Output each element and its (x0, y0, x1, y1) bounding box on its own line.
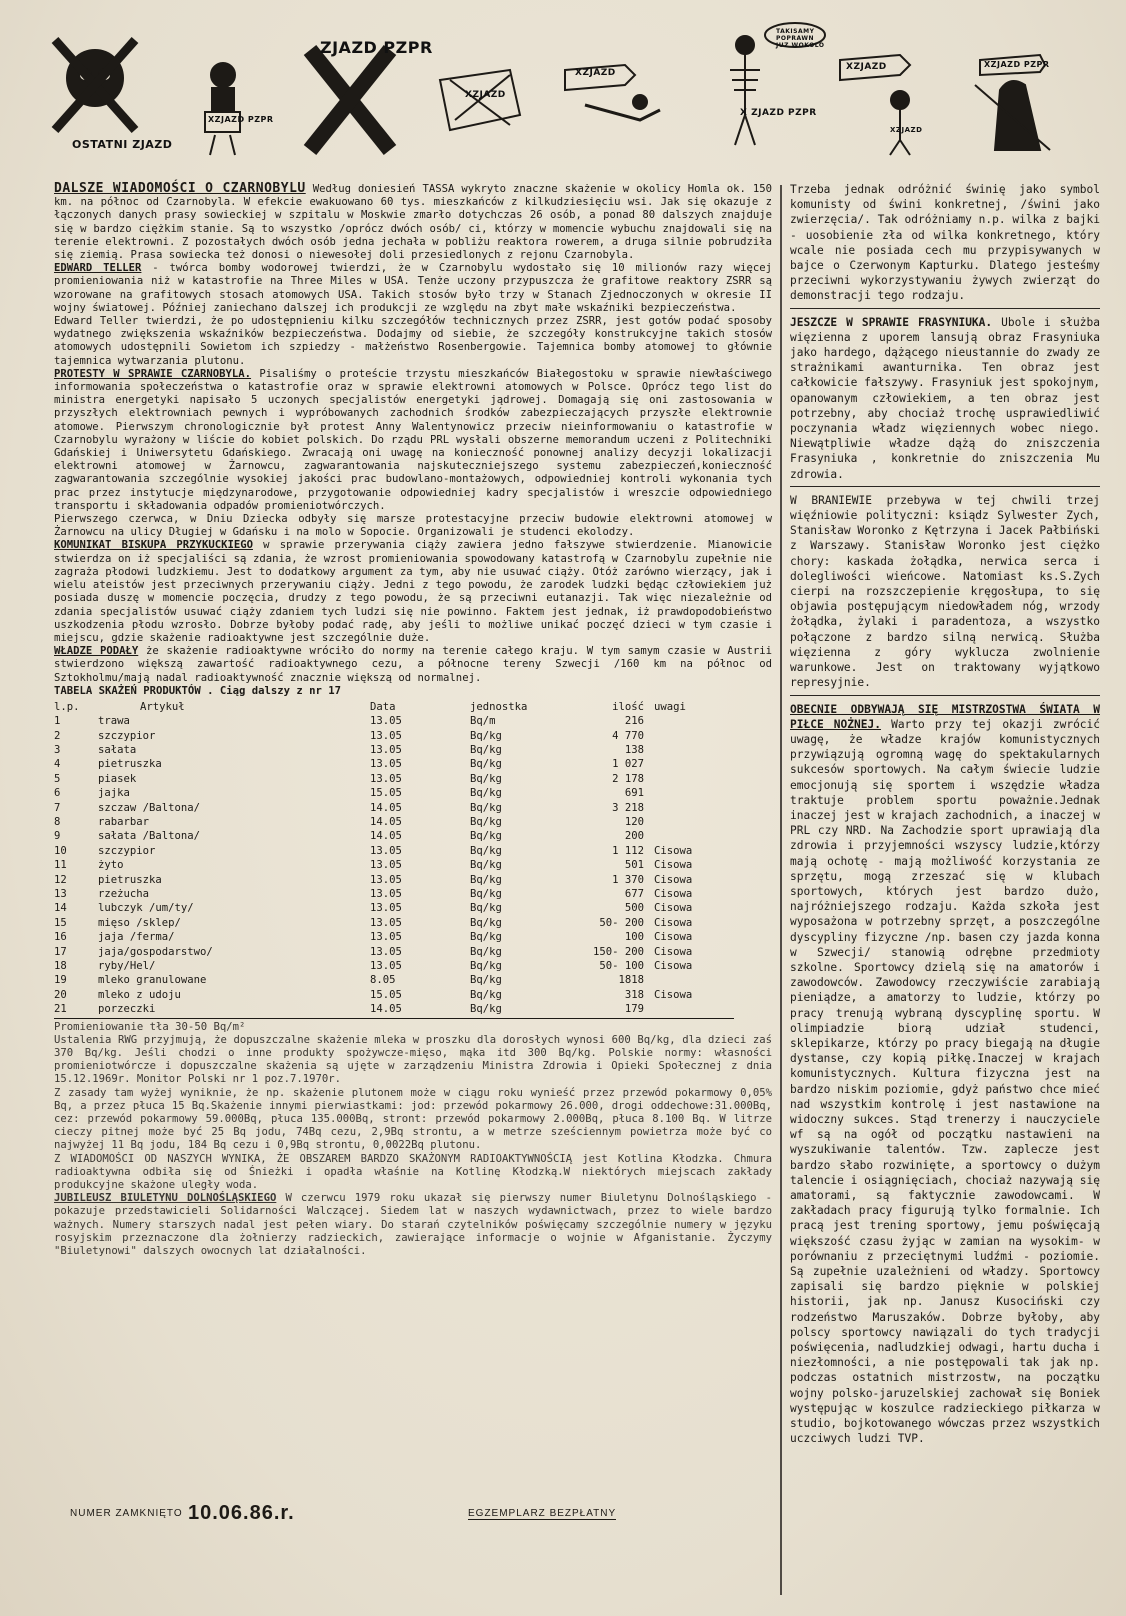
cell-jednostka: Bq/kg (470, 945, 502, 958)
table-row (54, 916, 744, 930)
figure-with-sign-icon (205, 63, 240, 155)
table-row (54, 887, 744, 901)
cell-lp: 11 (54, 859, 67, 872)
cell-lp: 19 (54, 974, 67, 987)
divider-2 (790, 486, 1100, 487)
footer (70, 1502, 770, 1532)
cell-jednostka: Bq/kg (470, 988, 502, 1001)
cell-jednostka: Bq/m (470, 715, 496, 728)
cell-uwagi (654, 714, 734, 728)
cell-ilosc: 677 (624, 888, 644, 900)
table-row (54, 858, 744, 872)
headline-komunikat: KOMUNIKAT BISKUPA PRZYKUCKIEGO (54, 539, 253, 552)
article-marsze: Pierwszego czerwca, w Dniu Dziecka odbyły się marsze protestacyjne przeciw budowie elektrowni atomowej w Żarnowcu na ulicy Długiej w Gdańsku i na molo w Sopocie. Organizowali je studenci ekolodzy. (54, 513, 772, 539)
article-teller (54, 262, 772, 315)
table-row (54, 959, 744, 973)
cell-lp: 6 (54, 787, 61, 800)
cell-ilosc: 216 (624, 715, 644, 728)
cell-ilosc: 2 178 (612, 772, 644, 785)
article-teller-2: Edward Teller twierdzi, że po udostępnieniu kilku szczegółów technicznych przez ZSRR, jest gotów podać sposoby wydatnego zwiększenia wskaźników bezpieczeństwa. Dodajmy od siebie, że szczegóły konstrukcyjne takich stosów atomowych udostępnili Sowietom ich szpiedzy - małżeństwo Rosenbergowie. Tajemnica bomby atomowej to głównie tajemnica wytwarzania plutonu. (54, 315, 772, 367)
divider-1 (790, 308, 1100, 309)
article-wladze (54, 645, 772, 685)
cell-jednostka: Bq/kg (470, 744, 502, 757)
background-radiation: Promieniowanie tła 30-50 Bq/m² (54, 1020, 246, 1033)
cell-artykul: sałata (98, 744, 137, 757)
cell-uwagi (654, 815, 734, 829)
cell-artykul: jaja/gospodarstwo/ (98, 945, 213, 958)
cell-jednostka: Bq/kg (470, 959, 502, 972)
cell-artykul: pietruszka (98, 873, 162, 886)
crossed-zjazd-pzpr-icon (310, 50, 390, 150)
table-row (54, 729, 744, 743)
cell-artykul: szczaw /Baltona/ (98, 801, 201, 814)
caption-speech-bubble: TAKISAMY POPRAWN JUZ WOKOLO (776, 28, 825, 49)
headline-wladze: WŁADZE PODAŁY (54, 645, 139, 658)
col-data: Data (370, 700, 396, 713)
cell-ilosc: 1818 (618, 974, 644, 987)
cell-lp: 21 (54, 1003, 67, 1016)
cartoon-drawings (40, 20, 1090, 180)
cell-ilosc: 50- 100 (599, 959, 644, 972)
cell-artykul: mięso /sklep/ (98, 916, 181, 929)
caption-sign-1: XZJAZD PZPR (208, 115, 274, 124)
cell-uwagi (654, 786, 734, 800)
cell-ilosc: 150- 200 (592, 945, 644, 958)
cell-ilosc: 138 (624, 744, 644, 757)
cell-data: 13.05 (370, 888, 402, 900)
cell-ilosc: 50- 200 (599, 916, 644, 929)
article-mistrzostwa (790, 702, 1100, 1447)
article-teller-body: - twórca bomby wodorowej twierdzi, że w Czarnobylu wydostało się 10 milionów razy więcej promieniowania niż w katastrofie na Three Miles w USA. Tenże uczony przypuszcza że grafitowe reaktory ZSRR są wzorowane na grafitowych stosach atomowych USA. Takich stosów było trzy w Stanach Zjednoczonych w okresie II wojny światowej. Później zaniechano dalszej ich produkcji ze względu na zbyt małe wskaźniki bezpieczeństwa. (54, 262, 773, 314)
closed-label: NUMER ZAMKNIĘTO (70, 1508, 183, 1519)
cell-data: 13.05 (370, 931, 402, 944)
cell-uwagi: Cisowa (654, 859, 693, 872)
table-row (54, 973, 744, 987)
cell-artykul: pietruszka (98, 758, 162, 771)
table-row (54, 873, 744, 887)
cell-jednostka: Bq/kg (470, 974, 502, 987)
cell-lp: 9 (54, 830, 61, 843)
cell-uwagi: Cisowa (654, 916, 693, 929)
caption-sign-3: XZJAZD (575, 68, 616, 78)
cell-uwagi (654, 829, 734, 843)
cell-data: 15.05 (370, 988, 402, 1001)
column-divider (780, 185, 782, 1595)
cell-jednostka: Bq/kg (470, 729, 502, 742)
article-wladze-body: że skażenie radioaktywne wróciło do normy na terenie całego kraju. W tym samym czasie w Austrii stwierdzono większą zawartość radioaktywnego cezu, a północne tereny Szwecji /160 km na północ od Sztokholmu/mają nadal radioaktywność znacznie większą od normalnej. (54, 645, 772, 684)
cell-data: 13.05 (370, 758, 402, 771)
table-row (54, 1002, 744, 1016)
cell-ilosc: 318 (624, 988, 644, 1001)
cell-jednostka: Bq/kg (470, 758, 502, 771)
cell-data: 15.05 (370, 787, 402, 800)
cell-data: 13.05 (370, 902, 402, 915)
cell-lp: 4 (54, 758, 61, 771)
headline-czarnobyl: DALSZE WIADOMOŚCI O CZARNOBYLU (54, 181, 306, 196)
cell-data: 8.05 (370, 974, 396, 987)
article-swinia: Trzeba jednak odróżnić świnię jako symbol komunisty od świni konkretnej, /świni jako zwierzęcia/. Tak odróżniamy n.p. wilka z bajki - uosobienie zła od wilka konkretnego, który wcale nie posiada cech mu przypisywanych w bajce o Czerwonym Kapturku. Dlatego jesteśmy przeciwni wykorzystywaniu żywych zwierząt do demonstracji tego rodzaju. (790, 183, 1100, 303)
caption-sign-5: XZJAZD (846, 62, 887, 72)
article-komunikat (54, 539, 772, 645)
cell-artykul: rzeżucha (98, 888, 150, 900)
cell-lp: 1 (54, 715, 61, 728)
table-row (54, 930, 744, 944)
cell-ilosc: 1 112 (612, 844, 644, 857)
cell-uwagi: Cisowa (654, 945, 693, 958)
cell-artykul: jajka (98, 787, 130, 800)
cell-uwagi: Cisowa (654, 931, 693, 944)
cell-data: 13.05 (370, 715, 402, 728)
cell-artykul: ryby/Hel/ (98, 959, 156, 972)
cell-uwagi: Cisowa (654, 888, 693, 900)
cell-jednostka: Bq/kg (470, 1003, 502, 1016)
cell-jednostka: Bq/kg (470, 816, 502, 829)
cell-artykul: sałata /Baltona/ (98, 830, 201, 843)
right-column (790, 182, 1100, 1446)
cell-artykul: lubczyk /um/ty/ (98, 902, 194, 915)
skull-crossbones-icon (55, 40, 135, 130)
cell-lp: 2 (54, 729, 61, 742)
cell-data: 13.05 (370, 772, 402, 785)
table-row (54, 844, 744, 858)
flying-sign-icon (440, 70, 520, 130)
cell-lp: 13 (54, 888, 67, 900)
cell-uwagi (654, 801, 734, 815)
table-row (54, 801, 744, 815)
table-row (54, 786, 744, 800)
caption-sign-7: XZJAZD PZPR (984, 60, 1050, 69)
headline-protesty: PROTESTY W SPRAWIE CZARNOBYLA. (54, 367, 252, 380)
closed-date: 10.06.86.r. (188, 1502, 295, 1524)
cell-jednostka: Bq/kg (470, 859, 502, 872)
cell-uwagi (654, 1002, 734, 1016)
caption-sign-4: X ZJAZD PZPR (740, 108, 817, 118)
cell-artykul: szczypior (98, 729, 156, 742)
col-ilosc: ilość (612, 700, 644, 713)
cell-ilosc: 501 (624, 859, 644, 872)
article-limits: Z zasady tam wyżej wyniknie, że np. skażenie plutonem może w ciągu roku wynieść przez przewód pokarmowy 0,05% Bq, a przez płuca 15 Bq.Skażenie innymi pierwiastkami: jod: przewód pokarmowy 26.000, drogi oddechowe:31.000Bq, cez: przewód pokarmowy 59.000Bq, płuca 135.000Bq, stront: przewód pokarmowy 2.000Bq, płuca 8.100 Bq. W litrze cieczy pitnej może być 25 Bq jodu, 74Bq cezu, 2,9Bq strontu, a w metrze sześciennym powietrza może być co najwyżej 11 Bq jodu, 184 Bq cezu i 0,9Bq strontu, 0,0022Bq plutonu. (54, 1086, 772, 1152)
article-kotlina: Z WIADOMOŚCI OD NASZYCH WYNIKA, ŻE OBSZAREM BARDZO SKAŻONYM RADIOAKTYWNOŚCIĄ jest Kotlina Kłodzka. Chmura radioaktywna odbiła się od Śnieżki i opadła właśnie na Kotlinę Kłodzką.W niektórych miejscach zakłady produkcyjne skażone uległy woda. (54, 1152, 772, 1191)
cell-jednostka: Bq/kg (470, 830, 502, 843)
col-lp: l.p. (54, 700, 80, 713)
cell-data: 13.05 (370, 916, 402, 929)
cell-data: 13.05 (370, 859, 402, 872)
free-copy-label: EGZEMPLARZ BEZPŁATNY (468, 1508, 617, 1519)
cell-data: 14.05 (370, 830, 402, 843)
table-row (54, 772, 744, 786)
table-row (54, 945, 744, 959)
cell-artykul: porzeczki (98, 1003, 156, 1016)
table-row (54, 714, 744, 728)
cell-ilosc: 1 370 (612, 873, 644, 886)
cell-jednostka: Bq/kg (470, 888, 502, 900)
cell-data: 13.05 (370, 729, 402, 742)
cell-artykul: rabarbar (98, 816, 150, 829)
caption-sign-6: XZJAZD (890, 126, 923, 134)
cell-lp: 12 (54, 873, 67, 886)
cell-uwagi: Cisowa (654, 873, 693, 886)
cell-ilosc: 500 (624, 902, 644, 915)
cell-jednostka: Bq/kg (470, 873, 502, 886)
cell-data: 14.05 (370, 816, 402, 829)
cell-artykul: mleko granulowane (98, 974, 207, 987)
article-jubileusz (54, 1192, 772, 1258)
cell-uwagi (654, 743, 734, 757)
cell-uwagi: Cisowa (654, 988, 693, 1001)
cell-ilosc: 100 (624, 931, 644, 944)
cell-uwagi (654, 772, 734, 786)
cell-jednostka: Bq/kg (470, 801, 502, 814)
table-bottom-rule (54, 1018, 734, 1019)
cell-data: 13.05 (370, 945, 402, 958)
cell-data: 14.05 (370, 1003, 402, 1016)
col-uwagi: uwagi (654, 700, 686, 713)
article-protesty (54, 368, 772, 513)
table-header-row (54, 700, 744, 714)
table-row (54, 988, 744, 1002)
cell-artykul: żyto (98, 859, 124, 872)
cell-uwagi: Cisowa (654, 902, 693, 915)
article-protesty-body: Pisaliśmy o proteście trzystu mieszkańców Białegostoku w sprawie niewłaściwego informowania społeczeństwa o katastrofie oraz w sprawie elektrowni atomowych w Polsce. Oprócz tego list do ministra energetyki napisało 5 uczonych specjalistów energetyki jądrowej. Domagają się oni zastosowania w przyszłych elektrowniach pewnych i wypróbowanych zachodnich środków zabezpieczających przyszłe elektrownie atomowe. Pierwszym chronologicznie był protest Anny Walentynowicz przeciw nieinformowaniu o katastrofie w Czarnobylu wyrażony w liście do kobiet polskich. Do rządu PRL wysłali obszerne memorandum uczeni z Politechniki Gdańskiej i Uniwersytetu Gdańskiego. Zwracają oni uwagę na konieczność ponownej analizy decyzji lokalizacji elektrowni atomowej w Żarnowcu, zagwarantowania najskuteczniejszego systemu zabezpieczeń,konieczność zagwarantowania szczególnie wysokiej jakości prac budowlano-montażowych, odpowiedniej kontroli wykonania tych prac przez instytucje międzynarodowe, przygotowanie odpowiedniej kadry specjalistów i wreszcie odpowiedniego transportu i składowania odpadów promieniotwórczych. (54, 367, 772, 512)
article-czarnobyl (54, 182, 772, 262)
article-frasyniuk (790, 315, 1100, 482)
table-row (54, 743, 744, 757)
table-row (54, 815, 744, 829)
article-czarnobyl-body: Według doniesień TASSA wykryto znaczne skażenie w okolicy Homla ok. 150 km. na północ od Czarnobyla. W efekcie ewakuowano 60 tys. mieszkańców z kilkudziesięciu wsi. Jak się okazuje z łączonych danych prasy sowieckiej w szpitalu w Moskwie zmarło dotychczas 26 osób, a ponad 80 dalszych znajduje się w bardzo ciężkim stanie. Są to wszystko /oprócz dwóch osób/ ci, którzy w momencie wybuchu znajdowali się na terenie elektrowni. Z pozostałych dwóch osób jedna jechała w pobliżu reaktora rowerem, a druga silnie pobrudziła się ziemią. Prasa sowiecka też donosi o niewesołej doli przesiedlonych z rejonu Czarnobyla. (54, 183, 772, 262)
contamination-table (54, 700, 744, 1019)
table-body (54, 714, 744, 1016)
left-column (54, 182, 772, 1258)
table-row (54, 829, 744, 843)
cell-ilosc: 1 027 (612, 758, 644, 771)
table-row (54, 757, 744, 771)
cell-uwagi (654, 729, 734, 743)
caption-sign-2: XZJAZD (465, 90, 506, 100)
cell-uwagi: Cisowa (654, 959, 693, 972)
cell-data: 13.05 (370, 844, 402, 857)
cell-lp: 10 (54, 844, 67, 857)
cell-ilosc: 200 (624, 830, 644, 843)
cell-data: 13.05 (370, 744, 402, 757)
cell-uwagi (654, 973, 734, 987)
cell-artykul: szczypior (98, 844, 156, 857)
cell-jednostka: Bq/kg (470, 844, 502, 857)
headline-frasyniuk: JESZCZE W SPRAWIE FRASYNIUKA. (790, 315, 993, 329)
cell-artykul: jaja /ferma/ (98, 931, 175, 944)
cell-lp: 16 (54, 931, 67, 944)
cell-lp: 20 (54, 988, 67, 1001)
cell-lp: 7 (54, 801, 61, 814)
headline-mistrzostwa: OBECNIE ODBYWAJĄ SIĘ MISTRZOSTWA ŚWIATA W PIŁCE NOŻNEJ. (790, 702, 1100, 731)
article-mistrzostwa-body: Warto przy tej okazji zwrócić uwagę, że władze krajów komunistycznych przywiązują ogromną wagę do spektakularnych sukcesów sportowych. Na całym świecie ludzie emocjonują się sportem i wszędzie władza traktuje problem sportu poważnie.Jednak inaczej jest w krajach zachodnich, a inaczej w PRL czy NRD. Na Zachodzie sport uprawiają dla zdrowia i przyjemności wszyscy ludzie,którzy mają ochotę - mają możliwość korzystania ze sprzętu, mogą zrzeszać się w klubach sportowych, których jest bardzo dużo, najróżniejszego rodzaju. Każda szkoła jest wyposażona w potrzebny sprzęt, a poszczególne dyscypliny fizyczne /np. basen czy jazda konna w Szwecji/ stanowią odrębne przedmioty szkolne. Sportowcy dzielą się na amatorów i zawodowców. Zawodowcy rzeczywiście zarabiają pieniądze, a amatorzy to ludzie, którzy po pracy trenują wybraną dyscyplinę sportu. W olimpiadzie biorą udział studenci, sklepikarze, którzy po pracy biegają na długie dystanse, czy kopią piłkę.Inaczej w krajach komunistycznych. Kultura fizyczna jest na bardzo niskim poziomie, gdyż państwo chce mieć nad wszystkim kontrolę i jest nastawione na widoczny sukces. Stąd trenerzy i nauczyciele wf są na ogół od początku nastawieni na wyszukiwanie talentów. Tzw. zaplecze jest bardzo słabo rozwinięte, a sportowcy o dużym talencie i osiągnięciach, chociaż nazywają się amatorami, są faktycznie zawodowcami. W zakładach pracy figurują tylko formalnie. Ich pracą jest trening sportowy, jemu poświęcają większość czasu żyjąc w zamian na wysokim- w porównaniu z przeciętnymi ludźmi - poziomie. Są zupełnie uzależnieni od władzy. Sportowcy zapisali się bardzo pięknie w polskiej historii, jak np. Janusz Kusociński czy rodzeństwo Maruszaków. Dobrze byłoby, aby polscy sportowcy nawiązali do tych tradycji poświęcenia, nadludzkiej odwagi, hartu ducha i niezłomności, a nie postępowali tak jak np. podczas ostatnich mistrzostw, na początku wojny polsko-jaruzelskiej zachował się Boniek występując w koszulce radzieckiego piłkarza w studio, bojkotowanego wówczas przez wszystkich uczciwych ludzi TVP. (790, 717, 1101, 1446)
cell-data: 13.05 (370, 873, 402, 886)
table-row (54, 901, 744, 915)
cell-uwagi (654, 757, 734, 771)
cell-jednostka: Bq/kg (470, 787, 502, 800)
cell-lp: 14 (54, 902, 67, 915)
grim-reaper-icon (975, 55, 1050, 150)
cell-lp: 15 (54, 916, 67, 929)
article-jubileusz-body: W czerwcu 1979 roku ukazał się pierwszy numer Biuletynu Dolnośląskiego - pokazuje przedstawicieli Solidarności Walczącej. Siedem lat w naszych wydawnictwach, przez to wiele bardzo ważnych. Numery starszych nadal jest pełen wiary. Do starań czytelników poświęcamy szczególnie numery w języku rosyjskim przeznaczone dla żołnierzy radzieckich, zawierające informacje o wojnie w Afganistanie. Życzymy "Biuletynowi" dalszych owocnych lat działalności. (54, 1192, 772, 1257)
cell-lp: 3 (54, 744, 61, 757)
cell-lp: 17 (54, 945, 67, 958)
cell-jednostka: Bq/kg (470, 902, 502, 915)
cell-jednostka: Bq/kg (470, 916, 502, 929)
cell-jednostka: Bq/kg (470, 931, 502, 944)
article-komunikat-body: w sprawie przerywania ciąży zawiera jedno fałszywe stwierdzenie. Mianowicie stwierdza on iż specjaliści są zdania, że wzrost promieniowania spowodowany katastrofą w Czarnobylu zupełnie nie zagraża płodowi ludzkiemu. Jest to dodatkowy argument za tym, aby nie usuwać ciąży. Otóż zarówno wierzący, jak i wielu ateistów jest przeciwnych przerywaniu ciąży. Jedni z tego powodu, że zarodek ludzki będąc człowiekiem już posiada duszę w momencie poczęcia, drudzy z tego powodu, że są przeciwni eutanazji. Tak więc niezależnie od zdania specjalistów usuwać ciąży zdaniem tych ludzi się nie powinno. Faktem jest jednak, iż prawdopodobieństwo uszkodzenia płodu wzrosło. Dobrze byłoby podać radę, aby jeśli to możliwe unikać poczęć dzieci w tym czasie i miejscu, gdzie skażenie radioaktywne jest szczególnie duże. (54, 539, 772, 644)
cell-uwagi: Cisowa (654, 844, 693, 857)
cell-ilosc: 4 770 (612, 729, 644, 742)
table-title: TABELA SKAŻEŃ PRODUKTÓW . Ciąg dalszy z nr 17 (54, 684, 342, 697)
article-frasyniuk-body: Ubole i służba więzienna z uporem lansują obraz Frasyniuka jako hardego, dążącego nieustannie do zwady ze strażnikami awanturnika. Ten obraz jest całkowicie fałszywy. Frasyniuk jest spokojnym, opanowanym człowiekiem, a ten obraz jest potrzebny, aby chociaż trochę usprawiedliwić poczynania władz więziennych wobec niego. Niewątpliwie władze dążą do zniszczenia Frasyniuka , konkretnie do zniszczenia Mu zdrowia. (790, 315, 1100, 481)
cell-data: 14.05 (370, 801, 402, 814)
cell-artykul: trawa (98, 715, 130, 728)
cell-ilosc: 3 218 (612, 801, 644, 814)
cell-lp: 5 (54, 772, 61, 785)
article-rwg-norms: Ustalenia RWG przyjmują, że dopuszczalne skażenie mleka w proszku dla dorosłych wynosi 600 Bq/kg, dla dzieci zaś 370 Bq/kg. Jeśli chodzi o inne produkty spożywcze-mięso, mąka itd 300 Bq/kg. Polskie normy: własności promieniotwórcze i dopuszczalne skażenia są ujęte w zarządzeniu Ministra Zdrowia i Opieki Społecznej z dnia 15.12.1969r. Monitor Polski nr 1 poz.7.1970r. (54, 1033, 772, 1086)
caption-zjazd-pzpr: ZJAZD PZPR (320, 38, 433, 57)
cell-ilosc: 120 (624, 816, 644, 829)
col-artykul: Artykuł (140, 700, 185, 713)
caption-ostatni-zjazd: OSTATNI ZJAZD (72, 138, 173, 151)
col-jednostka: jednostka (470, 700, 528, 713)
cell-ilosc: 179 (624, 1003, 644, 1016)
cell-lp: 8 (54, 816, 61, 829)
article-braniewo: W BRANIEWIE przebywa w tej chwili trzej więźniowie polityczni: ksiądz Sylwester Zych, Stanisław Woronko z Kętrzyna i Jacek Pałbiński z Warszawy. Stanisław Woronko jest ciężko chory: kaskada żołądka, nerwica serca i dolegliwości wieńcowe. Natomiast ks.S.Zych cierpi na rozszczepienie kręgosłupa, to się objawia postępującym niedowładem nóg, wrzody żołądka, żylaki i paradentoza, a wszystko połączone z bardzo silną nerwicą. Służba więzienna z góry wyklucza zwolnienie warunkowe. Jest on traktowany wyjątkowo represyjnie. (790, 493, 1100, 690)
cell-data: 13.05 (370, 959, 402, 972)
cell-lp: 18 (54, 959, 67, 972)
cell-ilosc: 691 (624, 787, 644, 800)
headline-teller: EDWARD TELLER (54, 262, 142, 275)
divider-3 (790, 695, 1100, 696)
headline-jubileusz: JUBILEUSZ BIULETYNU DOLNOŚLĄSKIEGO (54, 1192, 277, 1205)
cell-artykul: piasek (98, 772, 137, 785)
cell-jednostka: Bq/kg (470, 772, 502, 785)
cell-artykul: mleko z udoju (98, 988, 181, 1001)
cartoon-header-strip (40, 20, 1090, 180)
